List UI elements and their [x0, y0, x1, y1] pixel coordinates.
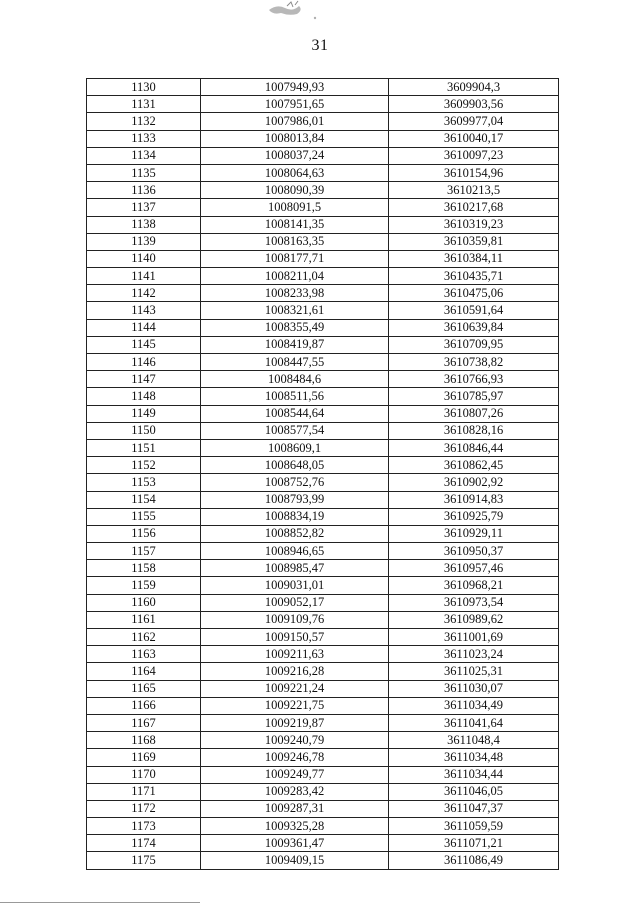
- y-coordinate-cell: 3609904,3: [389, 79, 559, 96]
- table-row: [87, 543, 559, 560]
- table-row: [87, 336, 559, 353]
- table-row: [87, 525, 559, 542]
- x-coordinate-cell: 1008141,35: [201, 216, 389, 233]
- point-number-cell: 1150: [87, 422, 201, 439]
- point-number-cell: 1132: [87, 113, 201, 130]
- table-row: [87, 199, 559, 216]
- point-number-cell: 1139: [87, 233, 201, 250]
- point-number-cell: 1170: [87, 766, 201, 783]
- x-coordinate-cell: 1008091,5: [201, 199, 389, 216]
- x-coordinate-cell: 1008577,54: [201, 422, 389, 439]
- coordinates-table-body: [87, 79, 559, 870]
- table-row: [87, 250, 559, 267]
- x-coordinate-cell: 1008609,1: [201, 439, 389, 456]
- table-row: [87, 508, 559, 525]
- y-coordinate-cell: 3610097,23: [389, 147, 559, 164]
- y-coordinate-cell: 3610766,93: [389, 371, 559, 388]
- point-number-cell: 1164: [87, 663, 201, 680]
- x-coordinate-cell: 1009283,42: [201, 783, 389, 800]
- y-coordinate-cell: 3611025,31: [389, 663, 559, 680]
- x-coordinate-cell: 1008037,24: [201, 147, 389, 164]
- table-row: [87, 697, 559, 714]
- x-coordinate-cell: 1007951,65: [201, 96, 389, 113]
- table-row: [87, 457, 559, 474]
- y-coordinate-cell: 3611048,4: [389, 732, 559, 749]
- table-row: [87, 783, 559, 800]
- table-row: [87, 113, 559, 130]
- x-coordinate-cell: 1008511,56: [201, 388, 389, 405]
- point-number-cell: 1136: [87, 182, 201, 199]
- point-number-cell: 1148: [87, 388, 201, 405]
- scan-artifact-mark: [263, 0, 333, 26]
- y-coordinate-cell: 3610359,81: [389, 233, 559, 250]
- y-coordinate-cell: 3611041,64: [389, 714, 559, 731]
- table-row: [87, 405, 559, 422]
- point-number-cell: 1149: [87, 405, 201, 422]
- x-coordinate-cell: 1008355,49: [201, 319, 389, 336]
- point-number-cell: 1163: [87, 646, 201, 663]
- y-coordinate-cell: 3610475,06: [389, 285, 559, 302]
- table-row: [87, 714, 559, 731]
- x-coordinate-cell: 1008946,65: [201, 543, 389, 560]
- table-row: [87, 268, 559, 285]
- point-number-cell: 1151: [87, 439, 201, 456]
- point-number-cell: 1159: [87, 577, 201, 594]
- y-coordinate-cell: 3611047,37: [389, 800, 559, 817]
- x-coordinate-cell: 1009240,79: [201, 732, 389, 749]
- point-number-cell: 1142: [87, 285, 201, 302]
- table-row: [87, 422, 559, 439]
- y-coordinate-cell: 3610862,45: [389, 457, 559, 474]
- x-coordinate-cell: 1008648,05: [201, 457, 389, 474]
- x-coordinate-cell: 1008419,87: [201, 336, 389, 353]
- y-coordinate-cell: 3611034,44: [389, 766, 559, 783]
- x-coordinate-cell: 1008013,84: [201, 130, 389, 147]
- table-row: [87, 491, 559, 508]
- x-coordinate-cell: 1009287,31: [201, 800, 389, 817]
- x-coordinate-cell: 1009031,01: [201, 577, 389, 594]
- y-coordinate-cell: 3609903,56: [389, 96, 559, 113]
- y-coordinate-cell: 3610950,37: [389, 543, 559, 560]
- x-coordinate-cell: 1008852,82: [201, 525, 389, 542]
- y-coordinate-cell: 3610807,26: [389, 405, 559, 422]
- point-number-cell: 1146: [87, 354, 201, 371]
- table-row: [87, 560, 559, 577]
- table-row: [87, 594, 559, 611]
- point-number-cell: 1143: [87, 302, 201, 319]
- point-number-cell: 1130: [87, 79, 201, 96]
- x-coordinate-cell: 1009409,15: [201, 852, 389, 869]
- x-coordinate-cell: 1009246,78: [201, 749, 389, 766]
- y-coordinate-cell: 3610957,46: [389, 560, 559, 577]
- x-coordinate-cell: 1009325,28: [201, 818, 389, 835]
- point-number-cell: 1154: [87, 491, 201, 508]
- x-coordinate-cell: 1009150,57: [201, 629, 389, 646]
- table-row: [87, 164, 559, 181]
- y-coordinate-cell: 3610902,92: [389, 474, 559, 491]
- point-number-cell: 1156: [87, 525, 201, 542]
- x-coordinate-cell: 1008447,55: [201, 354, 389, 371]
- table-row: [87, 577, 559, 594]
- x-coordinate-cell: 1008163,35: [201, 233, 389, 250]
- point-number-cell: 1175: [87, 852, 201, 869]
- y-coordinate-cell: 3610639,84: [389, 319, 559, 336]
- table-row: [87, 680, 559, 697]
- x-coordinate-cell: 1008177,71: [201, 250, 389, 267]
- x-coordinate-cell: 1008064,63: [201, 164, 389, 181]
- x-coordinate-cell: 1009249,77: [201, 766, 389, 783]
- y-coordinate-cell: 3611001,69: [389, 629, 559, 646]
- bottom-rule: [0, 902, 200, 903]
- table-row: [87, 818, 559, 835]
- point-number-cell: 1138: [87, 216, 201, 233]
- y-coordinate-cell: 3611034,49: [389, 697, 559, 714]
- y-coordinate-cell: 3610040,17: [389, 130, 559, 147]
- table-row: [87, 182, 559, 199]
- y-coordinate-cell: 3610846,44: [389, 439, 559, 456]
- table-row: [87, 766, 559, 783]
- y-coordinate-cell: 3610319,23: [389, 216, 559, 233]
- point-number-cell: 1145: [87, 336, 201, 353]
- y-coordinate-cell: 3611086,49: [389, 852, 559, 869]
- x-coordinate-cell: 1009221,24: [201, 680, 389, 697]
- point-number-cell: 1172: [87, 800, 201, 817]
- x-coordinate-cell: 1008985,47: [201, 560, 389, 577]
- point-number-cell: 1165: [87, 680, 201, 697]
- y-coordinate-cell: 3610914,83: [389, 491, 559, 508]
- x-coordinate-cell: 1008793,99: [201, 491, 389, 508]
- table-row: [87, 646, 559, 663]
- point-number-cell: 1133: [87, 130, 201, 147]
- table-row: [87, 79, 559, 96]
- table-row: [87, 302, 559, 319]
- y-coordinate-cell: 3610154,96: [389, 164, 559, 181]
- y-coordinate-cell: 3610925,79: [389, 508, 559, 525]
- point-number-cell: 1135: [87, 164, 201, 181]
- y-coordinate-cell: 3610435,71: [389, 268, 559, 285]
- point-number-cell: 1137: [87, 199, 201, 216]
- y-coordinate-cell: 3610213,5: [389, 182, 559, 199]
- y-coordinate-cell: 3610968,21: [389, 577, 559, 594]
- table-row: [87, 354, 559, 371]
- point-number-cell: 1168: [87, 732, 201, 749]
- x-coordinate-cell: 1008484,6: [201, 371, 389, 388]
- x-coordinate-cell: 1008211,04: [201, 268, 389, 285]
- y-coordinate-cell: 3610217,68: [389, 199, 559, 216]
- point-number-cell: 1171: [87, 783, 201, 800]
- table-row: [87, 629, 559, 646]
- point-number-cell: 1141: [87, 268, 201, 285]
- x-coordinate-cell: 1009361,47: [201, 835, 389, 852]
- y-coordinate-cell: 3611030,07: [389, 680, 559, 697]
- point-number-cell: 1134: [87, 147, 201, 164]
- x-coordinate-cell: 1007949,93: [201, 79, 389, 96]
- x-coordinate-cell: 1008752,76: [201, 474, 389, 491]
- x-coordinate-cell: 1007986,01: [201, 113, 389, 130]
- x-coordinate-cell: 1009216,28: [201, 663, 389, 680]
- table-row: [87, 388, 559, 405]
- coordinates-table: [86, 78, 559, 870]
- point-number-cell: 1157: [87, 543, 201, 560]
- x-coordinate-cell: 1009219,87: [201, 714, 389, 731]
- point-number-cell: 1167: [87, 714, 201, 731]
- table-row: [87, 233, 559, 250]
- point-number-cell: 1155: [87, 508, 201, 525]
- point-number-cell: 1161: [87, 611, 201, 628]
- y-coordinate-cell: 3610929,11: [389, 525, 559, 542]
- y-coordinate-cell: 3610828,16: [389, 422, 559, 439]
- y-coordinate-cell: 3610709,95: [389, 336, 559, 353]
- point-number-cell: 1169: [87, 749, 201, 766]
- x-coordinate-cell: 1008233,98: [201, 285, 389, 302]
- y-coordinate-cell: 3611046,05: [389, 783, 559, 800]
- y-coordinate-cell: 3610591,64: [389, 302, 559, 319]
- y-coordinate-cell: 3610973,54: [389, 594, 559, 611]
- point-number-cell: 1160: [87, 594, 201, 611]
- table-row: [87, 611, 559, 628]
- table-row: [87, 800, 559, 817]
- y-coordinate-cell: 3611059,59: [389, 818, 559, 835]
- y-coordinate-cell: 3611023,24: [389, 646, 559, 663]
- table-row: [87, 130, 559, 147]
- point-number-cell: 1131: [87, 96, 201, 113]
- x-coordinate-cell: 1008544,64: [201, 405, 389, 422]
- y-coordinate-cell: 3610738,82: [389, 354, 559, 371]
- y-coordinate-cell: 3610989,62: [389, 611, 559, 628]
- table-row: [87, 663, 559, 680]
- y-coordinate-cell: 3611071,21: [389, 835, 559, 852]
- table-row: [87, 749, 559, 766]
- x-coordinate-cell: 1008321,61: [201, 302, 389, 319]
- point-number-cell: 1153: [87, 474, 201, 491]
- point-number-cell: 1140: [87, 250, 201, 267]
- point-number-cell: 1147: [87, 371, 201, 388]
- table-row: [87, 216, 559, 233]
- table-row: [87, 319, 559, 336]
- table-row: [87, 285, 559, 302]
- x-coordinate-cell: 1009109,76: [201, 611, 389, 628]
- point-number-cell: 1166: [87, 697, 201, 714]
- table-row: [87, 732, 559, 749]
- point-number-cell: 1158: [87, 560, 201, 577]
- table-row: [87, 835, 559, 852]
- x-coordinate-cell: 1008090,39: [201, 182, 389, 199]
- point-number-cell: 1173: [87, 818, 201, 835]
- x-coordinate-cell: 1009052,17: [201, 594, 389, 611]
- y-coordinate-cell: 3610785,97: [389, 388, 559, 405]
- table-row: [87, 439, 559, 456]
- table-row: [87, 852, 559, 869]
- table-row: [87, 96, 559, 113]
- y-coordinate-cell: 3611034,48: [389, 749, 559, 766]
- x-coordinate-cell: 1009211,63: [201, 646, 389, 663]
- point-number-cell: 1152: [87, 457, 201, 474]
- y-coordinate-cell: 3610384,11: [389, 250, 559, 267]
- table-row: [87, 371, 559, 388]
- y-coordinate-cell: 3609977,04: [389, 113, 559, 130]
- page-number: 31: [311, 37, 329, 54]
- point-number-cell: 1144: [87, 319, 201, 336]
- x-coordinate-cell: 1009221,75: [201, 697, 389, 714]
- point-number-cell: 1174: [87, 835, 201, 852]
- point-number-cell: 1162: [87, 629, 201, 646]
- table-row: [87, 147, 559, 164]
- x-coordinate-cell: 1008834,19: [201, 508, 389, 525]
- table-row: [87, 474, 559, 491]
